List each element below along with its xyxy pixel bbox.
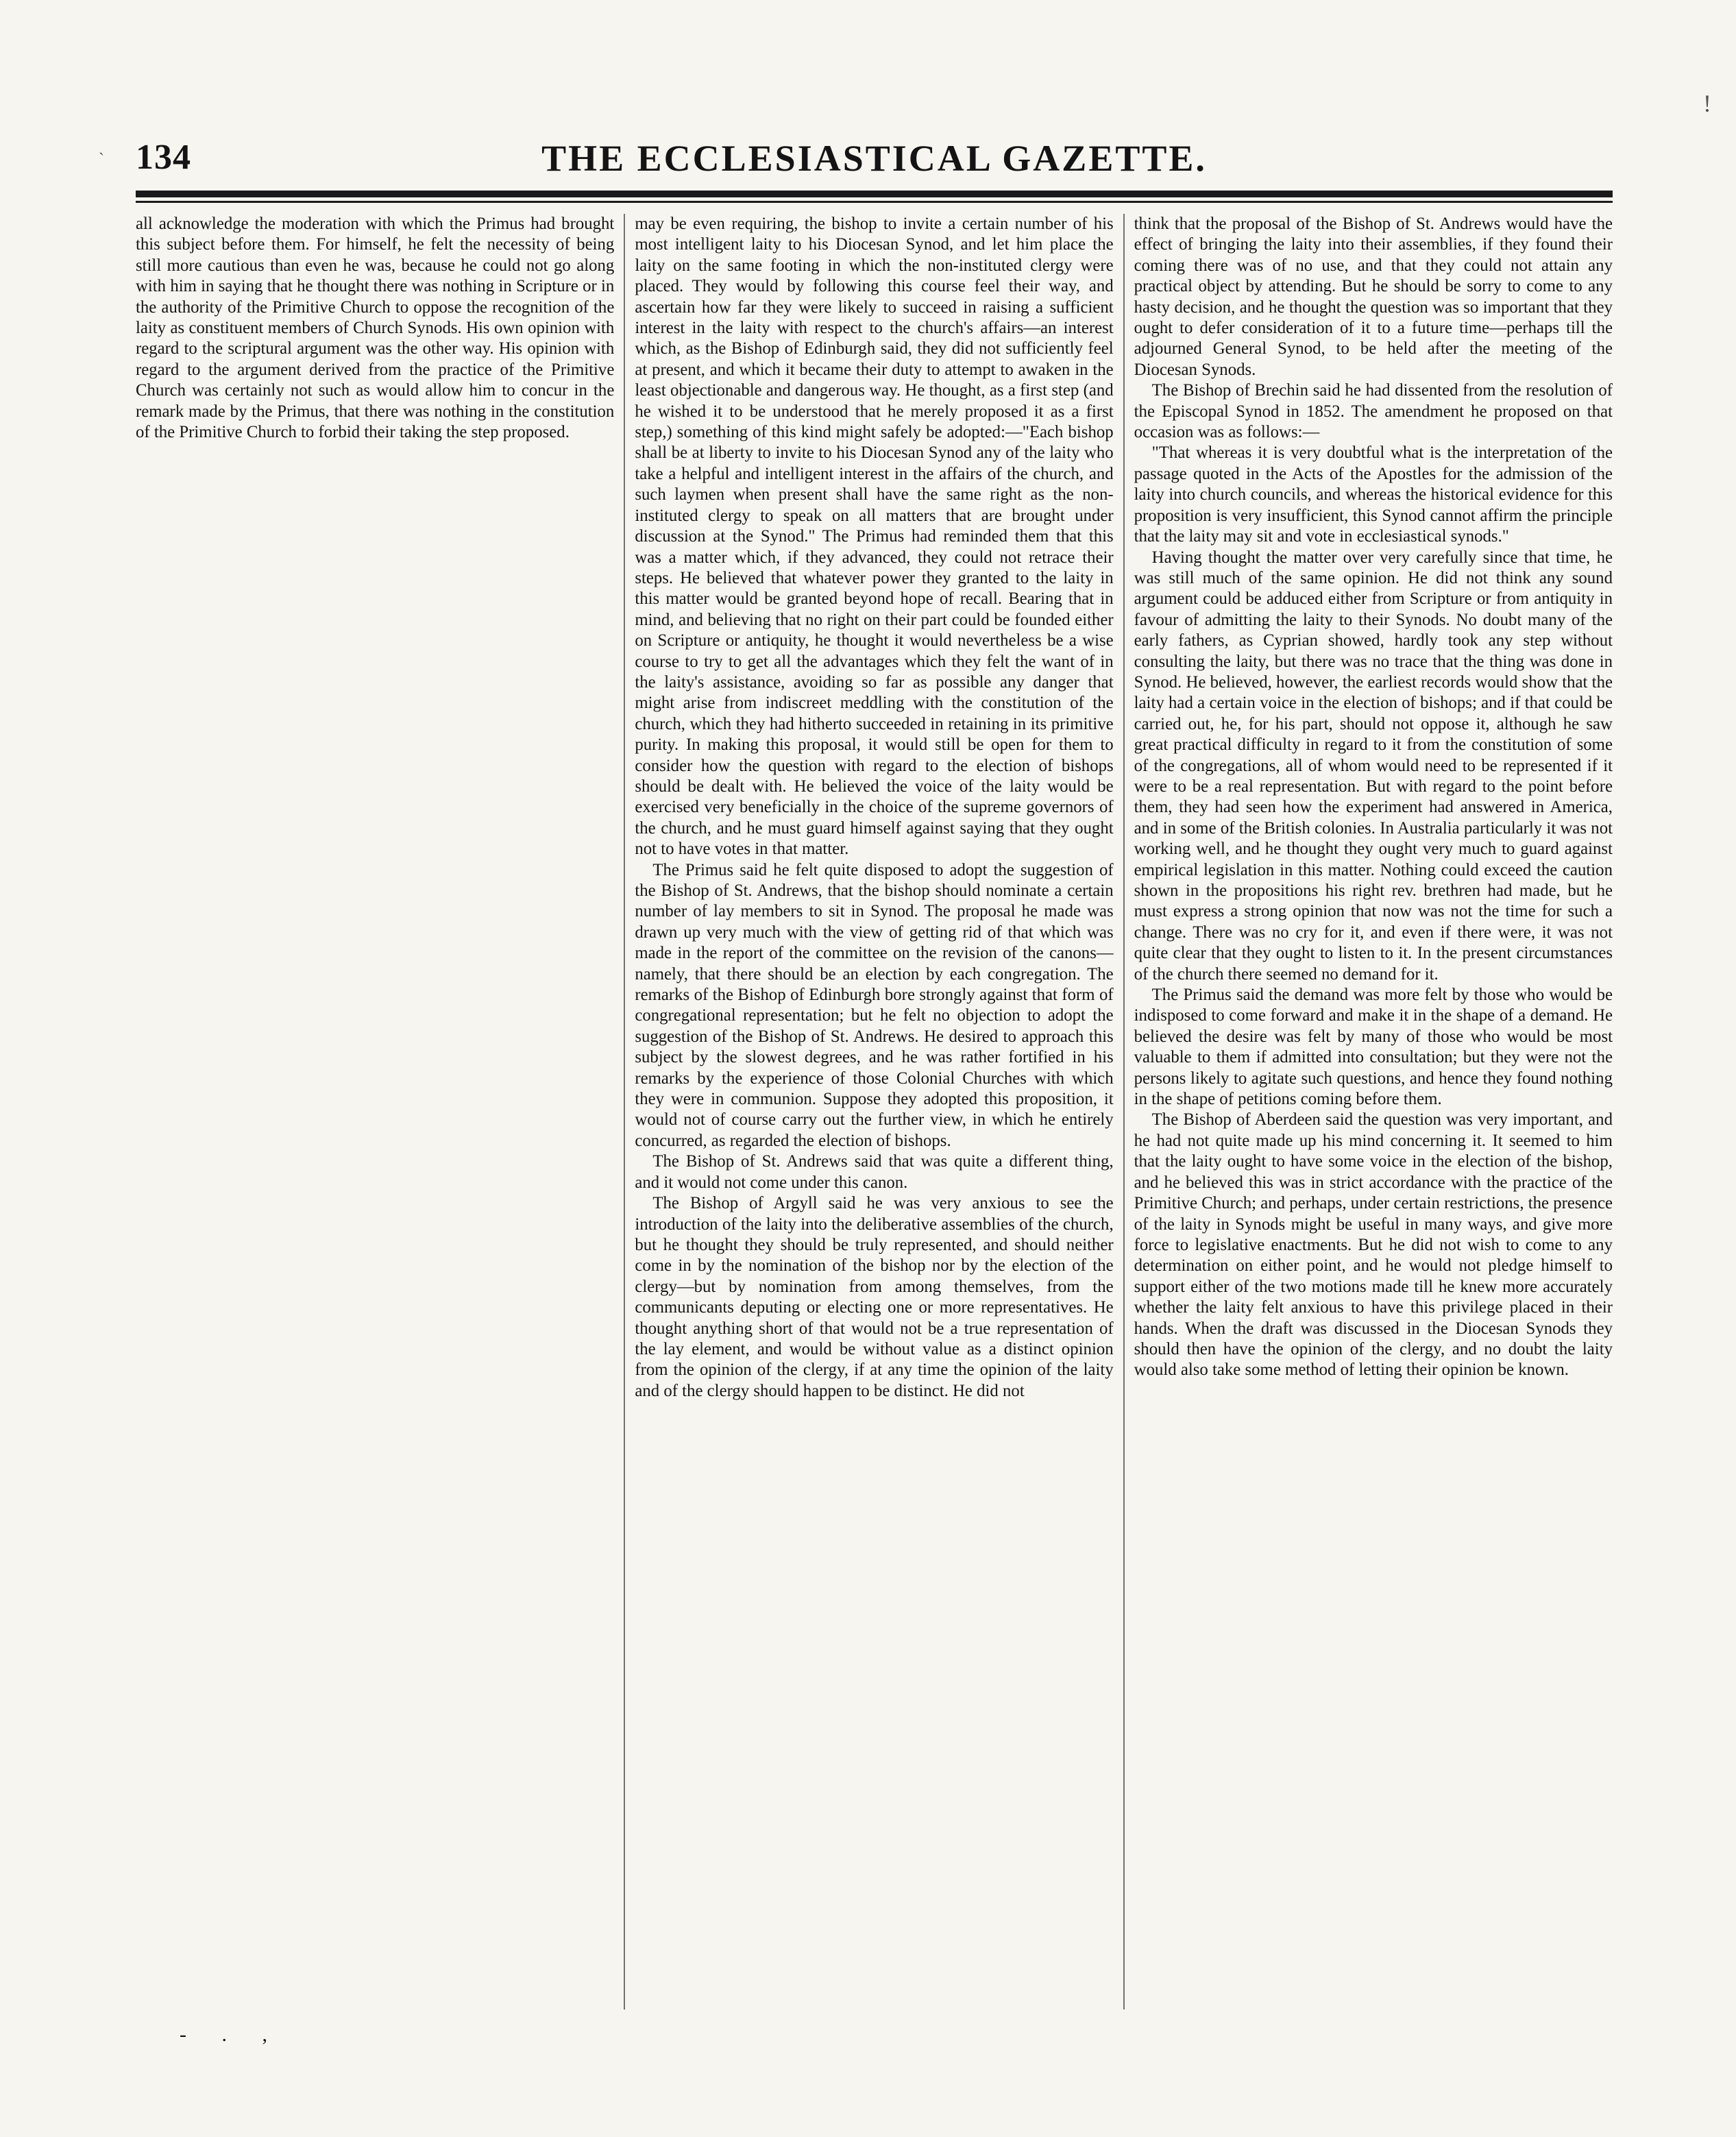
header-rule-heavy <box>136 191 1613 197</box>
header-rule-light <box>136 201 1613 203</box>
corner-mark: ` <box>99 151 104 169</box>
margin-mark: ! <box>1703 90 1711 117</box>
paragraph: The Bishop of St. Andrews said that was quite a different thing, and it would not come under this canon. <box>635 1152 1114 1192</box>
paragraph: The Primus said he felt quite disposed to adopt the suggestion of the Bishop of St. Andrews, that the bishop should nominate a certain number of lay members to sit in Synod. The proposal he made was drawn up very much with the view of getting rid of that which was made in the report of the committee on the revision of the canons—namely, that there should be an election by each congregation. The remarks of the Bishop of Edinburgh bore strongly against that form of congregational representation; but he felt no objection to adopt the suggestion of the Bishop of St. Andrews. He desired to approach this subject by the slowest degrees, and he was rather fortified in his remarks by the experience of those Colonial Churches with which they were in communion. Suppose they adopted this proposition, it would not of course carry out the further view, in which he entirely concurred, as regarded the election of bishops. <box>635 860 1114 1150</box>
column-divider <box>1123 214 1125 2010</box>
page-number: 134 <box>136 138 191 177</box>
column-divider <box>624 214 625 2010</box>
paragraph: think that the proposal of the Bishop of St. Andrews would have the effect of bringing the laity into their assemblies, if they found their coming there was of no use, and that they could not attain any practical object by attending. But he should be sorry to come to any hasty decision, and he thought the question was so important that they ought to defer consideration of it to a future time—perhaps till the adjourned General Synod, to be held after the meeting of the Diocesan Synods. <box>1134 215 1613 379</box>
paragraph: The Bishop of Aberdeen said the question was very important, and he had not quite made up his mind concerning it. It seemed to him that the laity ought to have some voice in the election of the bishop, and he believed this was in strict accordance with the practice of the Primitive Church; and perhaps, under certain restrictions, the presence of the laity in Synods might be useful in many ways, and give more force to legislative enactments. But he did not wish to come to any determination on either point, and he would not pledge himself to support either of the two motions made till he knew more accurately whether the laity felt anxious to have this privilege placed in their hands. When the draft was discussed in the Diocesan Synods they should then have the opinion of the clergy, and no doubt the laity would also take some method of letting their opinion be known. <box>1134 1110 1613 1380</box>
column-2 <box>625 214 1123 2010</box>
paragraph: The Primus said the demand was more felt by those who would be indisposed to come forward and make it in the shape of a demand. He believed the desire was felt by many of those who would be most valuable to them if admitted into consultation; but they were not the persons likely to agitate such questions, and hence they found nothing in the shape of petitions coming before them. <box>1134 986 1613 1109</box>
paragraph: The Bishop of Brechin said he had dissented from the resolution of the Episcopal Synod in 1852. The amendment he proposed on that occasion was as follows:— <box>1134 381 1613 442</box>
paragraph: "That whereas it is very doubtful what is the interpretation of the passage quoted in the Acts of the Apostles for the admission of the laity into church councils, and whereas the historical evidence for this proposition is very insufficient, this Synod cannot affirm the principle that the laity may sit and vote in ecclesiastical synods." <box>1134 443 1613 546</box>
paragraph: The Bishop of Argyll said he was very anxious to see the introduction of the laity into the deliberative assemblies of the church, but he thought they should be truly represented, and should neither come in by the nomination of the bishop nor by the election of the clergy—but by nomination from among themselves, from the communicants deputing or electing one or more representatives. He thought anything short of that would not be a true representation of the lay element, and would be without value as a distinct opinion from the opinion of the clergy, if at any time the opinion of the laity and of the clergy should happen to be distinct. He did not <box>635 1194 1114 1400</box>
column-3 <box>1125 214 1613 2010</box>
paragraph: Having thought the matter over very carefully since that time, he was still much of the same opinion. He did not think any sound argument could be adduced either from Scripture or from antiquity in favour of admitting the laity to their Synods. No doubt many of the early fathers, as Cyprian showed, hardly took any step without consulting the laity, but there was no trace that the thing was done in Synod. He believed, however, the earliest records would show that the laity had a certain voice in the election of bishops; and if that could be carried out, he, for his part, should not oppose it, although he saw great practical difficulty in regard to it from the constitution of some of the congregations, all of whom would need to be represented if it were to be a real representation. But with regard to the point before them, they had seen how the experiment had answered in America, and in some of the British colonies. In Australia particularly it was not working well, and he thought they ought very much to guard against empirical legislation in this matter. Nothing could exceed the caution shown in the propositions his right rev. brethren had made, but he must express a strong opinion that now was not the time for such a change. There was no cry for it, and even if there were, it was not quite clear that they ought to listen to it. In the present circumstances of the church there seemed no demand for it. <box>1134 548 1613 984</box>
column-1 <box>136 214 624 2010</box>
masthead-title: THE ECCLESIASTICAL GAZETTE. <box>541 138 1207 179</box>
paragraph: all acknowledge the moderation with which the Primus had brought this subject before them. For himself, he felt the necessity of being still more cautious than even he was, because he could not go along with him in saying that he thought there was nothing in Scripture or in the authority of the Primitive Church to oppose the recognition of the laity as constituent members of Church Synods. His own opinion with regard to the scriptural argument was the other way. His opinion with regard to the argument derived from the practice of the Primitive Church was certainly not such as would allow him to concur in the remark made by the Primus, that there was nothing in the constitution of the Primitive Church to forbid their taking the step proposed. <box>136 215 615 442</box>
article-columns <box>136 214 1613 2010</box>
paragraph: may be even requiring, the bishop to invite a certain number of his most intelligent laity to his Diocesan Synod, and let him place the laity on the same footing in which the non-instituted clergy were placed. They would by following this course feel their way, and ascertain how far they were likely to succeed in raising a sufficient interest in the laity with respect to the church's affairs—an interest which, as the Bishop of Edinburgh said, they did not sufficiently feel at present, and which it became their duty to attempt to awaken in the least objectionable and dangerous way. He thought, as a first step (and he wished it to be understood that he merely proposed it as a first step,) something of this kind might safely be adopted:—"Each bishop shall be at liberty to invite to his Diocesan Synod any of the laity who take a helpful and intelligent interest in the affairs of the church, and such laymen when present shall have the same right as the non-instituted clergy to speak on all matters that are brought under discussion at the Synod." The Primus had reminded them that this was a matter which, if they advanced, they could not retrace their steps. He believed that whatever power they granted to the laity in this matter would be granted beyond hope of recall. Bearing that in mind, and believing that no right on their part could be founded either on Scripture or antiquity, he thought it would nevertheless be a wise course to try to get all the advantages which they felt the want of in the laity's assistance, avoiding so far as possible any danger that might arise from indiscreet meddling with the constitution of the church, which they had hitherto succeeded in retaining in its primitive purity. In making this proposal, it would still be open for them to consider how the question with regard to the election of bishops should be dealt with. He believed the voice of the laity would be exercised very beneficially in the choice of the supreme governors of the church, and he must guard himself against saying that they ought not to have votes in that matter. <box>635 215 1114 859</box>
footer-marks: - . , <box>180 2023 282 2046</box>
